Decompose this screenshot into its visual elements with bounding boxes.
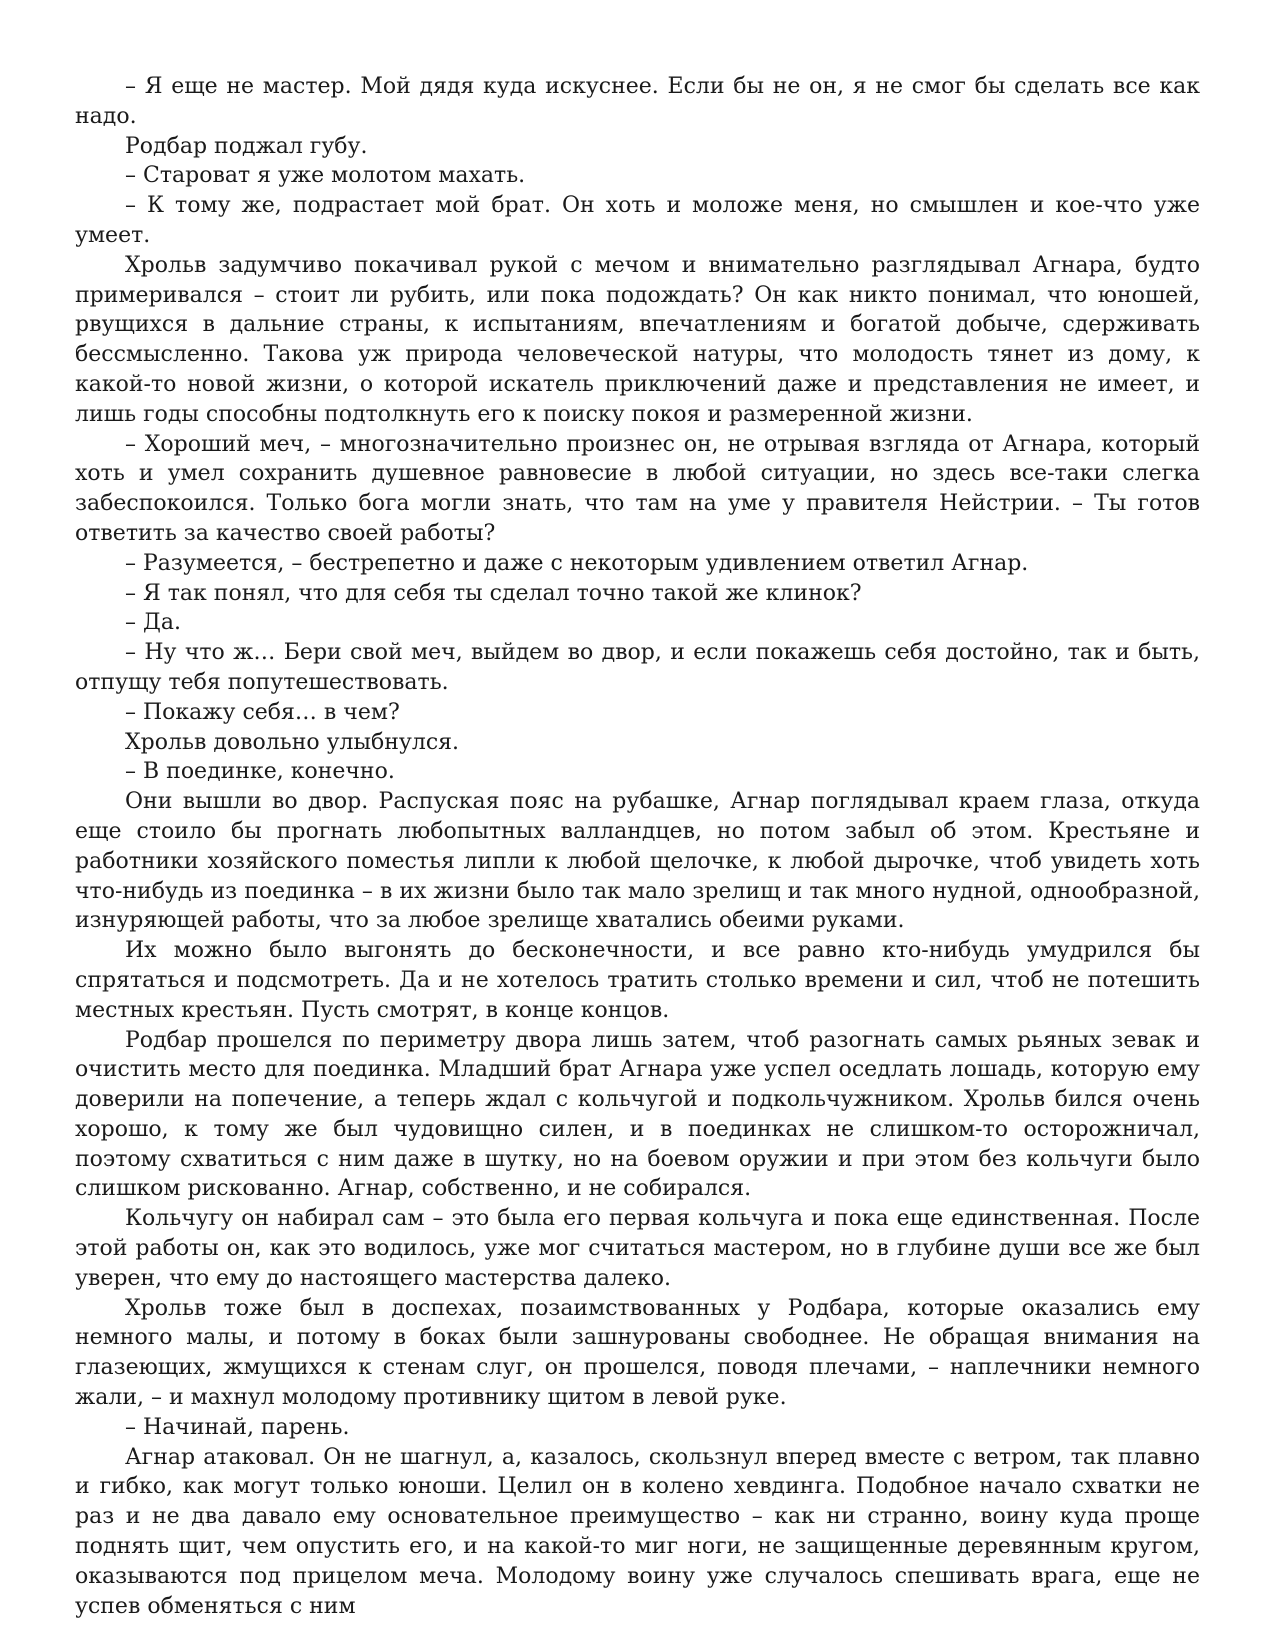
paragraph-8: – Я так понял, что для себя ты сделал точно такой же клинок? [125,580,862,606]
paragraph-10: – Ну что ж… Бери свой меч, выйдем во двор, и если покажешь себя достойно, так и быть, отпущу тебя попутешествовать. [75,640,1200,695]
paragraph-13: – В поединке, конечно. [125,759,395,785]
paragraph-7: – Разумеется, – бестрепетно и даже с некоторым удивлением ответил Агнар. [125,550,1029,576]
paragraph-15: Их можно было выгонять до бесконечности, и все равно кто-нибудь умудрился бы спрятаться и подсмотреть. Да и не хотелось тратить столько времени и сил, чтоб не потешить местных крестьян. Пусть смотрят, в конце концов. [75,938,1200,1023]
paragraph-14: Они вышли во двор. Распуская пояс на рубашке, Агнар поглядывал краем глаза, откуда еще стоило бы прогнать любопытных валландцев, но потом забыл об этом. Крестьяне и работники хозяйского поместья липли к любой щелочке, к любой дырочке, чтоб увидеть хоть что-нибудь из поединка – в их жизни было так мало зрелищ и так много нудной, однообразной, изнуряющей работы, что за любое зрелище хватались обеими руками. [75,789,1200,934]
paragraph-1: – Я еще не мастер. Мой дядя куда искуснее. Если бы не он, я не смог бы сделать все как надо. [75,74,1200,129]
paragraph-20: Агнар атаковал. Он не шагнул, а, казалось, скользнул вперед вместе с ветром, так плавно и гибко, как могут только юноши. Целил он в колено хевдинга. Подобное начало схватки не раз и не два давало ему основательное преимущество – как ни странно, воину куда проще поднять щит, чем опустить его, и на какой-то миг ноги, не защищенные деревянным кругом, оказываются под прицелом меча. Молодому воину уже случалось спешивать врага, еще не успев обменяться с ним [75,1444,1200,1619]
paragraph-12: Хрольв довольно улыбнулся. [125,729,460,755]
paragraph-2: Родбар поджал губу. [125,133,368,159]
paragraph-16: Родбар прошелся по периметру двора лишь затем, чтоб разогнать самых рьяных зевак и очистить место для поединка. Младший брат Агнара уже успел оседлать лошадь, которую ему доверили на попечение, а теперь ждал с кольчугой и подкольчужником. Хрольв бился очень хорошо, к тому же был чудовищно силен, и в поединках не слишком-то осторожничал, поэтому схватиться с ним даже в шутку, но на боевом оружии и при этом без кольчуги было слишком рискованно. Агнар, собственно, и не собирался. [75,1027,1200,1202]
paragraph-3: – Староват я уже молотом махать. [125,163,526,189]
text-column [75,72,1200,1621]
paragraph-6: – Хороший меч, – многозначительно произнес он, не отрывая взгляда от Агнара, который хоть и умел сохранить душевное равновесие в любой ситуации, но здесь все-таки слегка забеспокоился. Только бога могли знать, что там на уме у правителя Нейстрии. – Ты готов ответить за качество своей работы? [75,431,1200,546]
paragraph-11: – Покажу себя… в чем? [125,699,400,725]
paragraph-9: – Да. [125,610,181,636]
paragraph-5: Хрольв задумчиво покачивал рукой с мечом и внимательно разглядывал Агнара, будто примеривался – стоит ли рубить, или пока подождать? Он как никто понимал, что юношей, рвущихся в дальние страны, к испытаниям, впечатлениям и богатой добыче, сдерживать бессмысленно. Такова уж природа человеческой натуры, что молодость тянет из дому, к какой-то новой жизни, о которой искатель приключений даже и представления не имеет, и лишь годы способны подтолкнуть его к поиску покоя и размеренной жизни. [75,252,1200,427]
paragraph-17: Кольчугу он набирал сам – это была его первая кольчуга и пока еще единственная. После этой работы он, как это водилось, уже мог считаться мастером, но в глубине души все же был уверен, что ему до настоящего мастерства далеко. [75,1206,1200,1291]
paragraph-19: – Начинай, парень. [125,1414,350,1440]
paragraph-18: Хрольв тоже был в доспехах, позаимствованных у Родбара, которые оказались ему немного малы, и потому в боках были зашнурованы свободнее. Не обращая внимания на глазеющих, жмущихся к стенам слуг, он прошелся, поводя плечами, – наплечники немного жали, – и махнул молодому противнику щитом в левой руке. [75,1295,1200,1411]
paragraph-4: – К тому же, подрастает мой брат. Он хоть и моложе меня, но смышлен и кое-что уже умеет. [75,193,1200,248]
